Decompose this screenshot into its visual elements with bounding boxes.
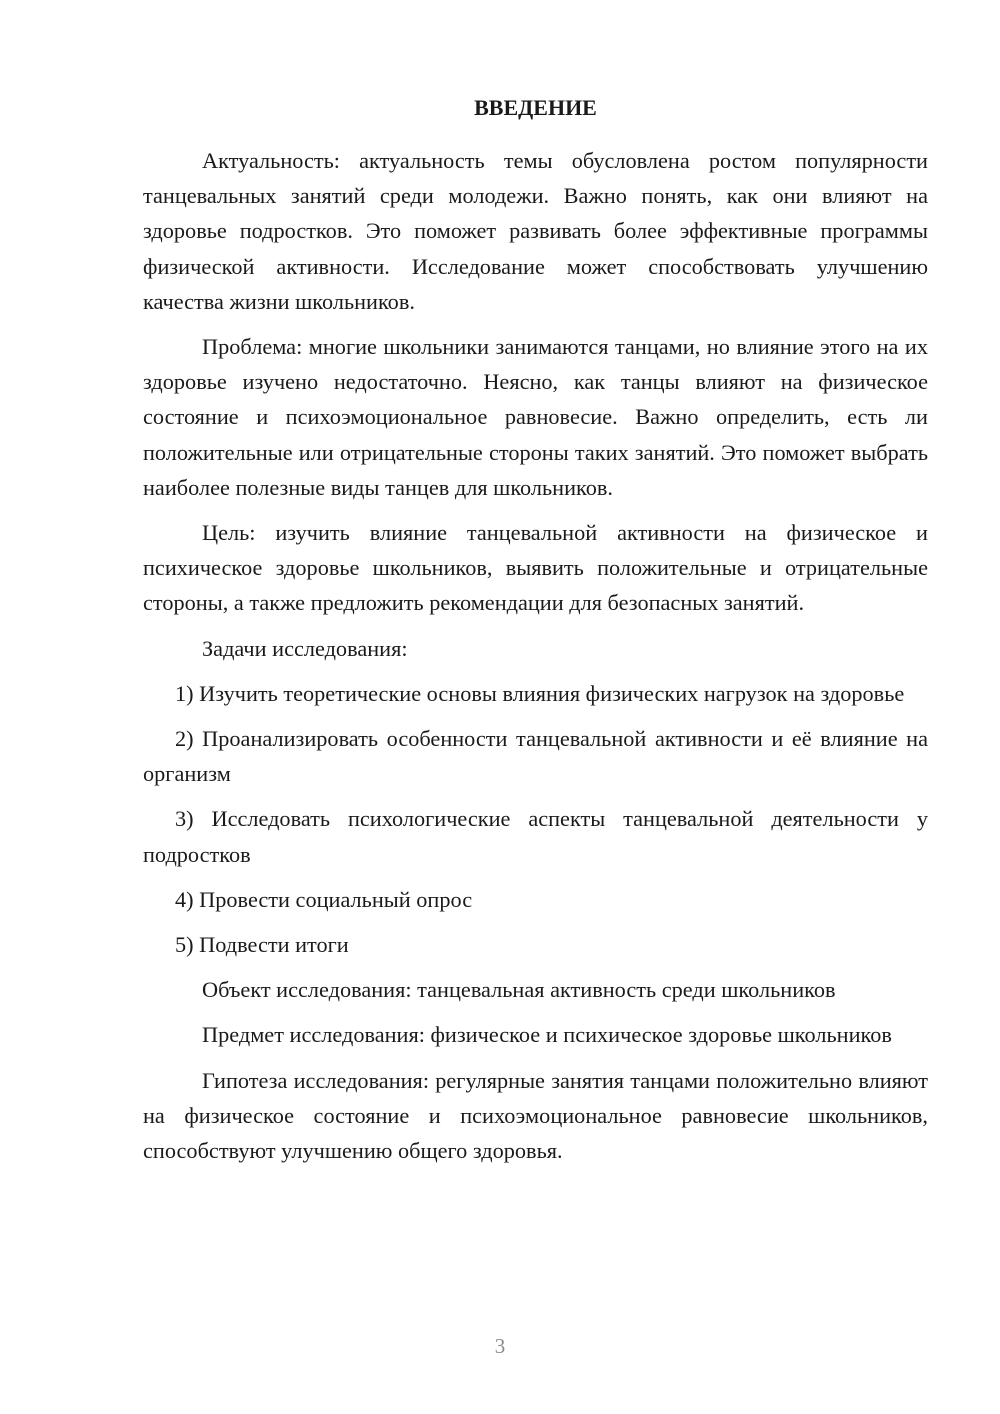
tasks-heading: Задачи исследования:	[202, 635, 408, 661]
task-item-3: 3) Исследовать психологические аспекты танцевальной деятельности у подростков	[143, 806, 928, 867]
task-item-4: 4) Провести социальный опрос	[175, 886, 473, 912]
task-item-5: 5) Подвести итоги	[175, 932, 349, 958]
object-paragraph: Объект исследования: танцевальная активность среди школьников	[202, 977, 836, 1003]
subject-paragraph: Предмет исследования: физическое и психическое здоровье школьников	[202, 1022, 892, 1048]
problem-paragraph: Проблема: многие школьники занимаются танцами, но влияние этого на их здоровье изучено недостаточно. Неясно, как танцы влияют на физическое состояние и психоэмоциональное равновесие. Важно определить, есть ли положительные или отрицательные стороны таких занятий. Это поможет выбрать наиболее полезные виды танцев для школьников.	[143, 334, 928, 500]
relevance-paragraph: Актуальность: актуальность темы обусловлена ростом популярности танцевальных занятий среди молодежи. Важно понять, как они влияют на здоровье подростков. Это поможет развивать более эффективные программы физической активности. Исследование может способствовать улучшению качества жизни школьников.	[143, 148, 928, 314]
page-title: ВВЕДЕНИЕ	[474, 95, 597, 120]
task-item-1: 1) Изучить теоретические основы влияния физических нагрузок на здоровье	[175, 680, 905, 706]
page-number: 3	[494, 1334, 506, 1358]
task-item-2: 2) Проанализировать особенности танцевальной активности и её влияние на организм	[143, 726, 928, 787]
goal-paragraph: Цель: изучить влияние танцевальной активности на физическое и психическое здоровье школьников, выявить положительные и отрицательные стороны, а также предложить рекомендации для безопасных занятий.	[143, 520, 928, 616]
hypothesis-paragraph: Гипотеза исследования: регулярные занятия танцами положительно влияют на физическое состояние и психоэмоциональное равновесие школьников, способствуют улучшению общего здоровья.	[143, 1067, 928, 1164]
